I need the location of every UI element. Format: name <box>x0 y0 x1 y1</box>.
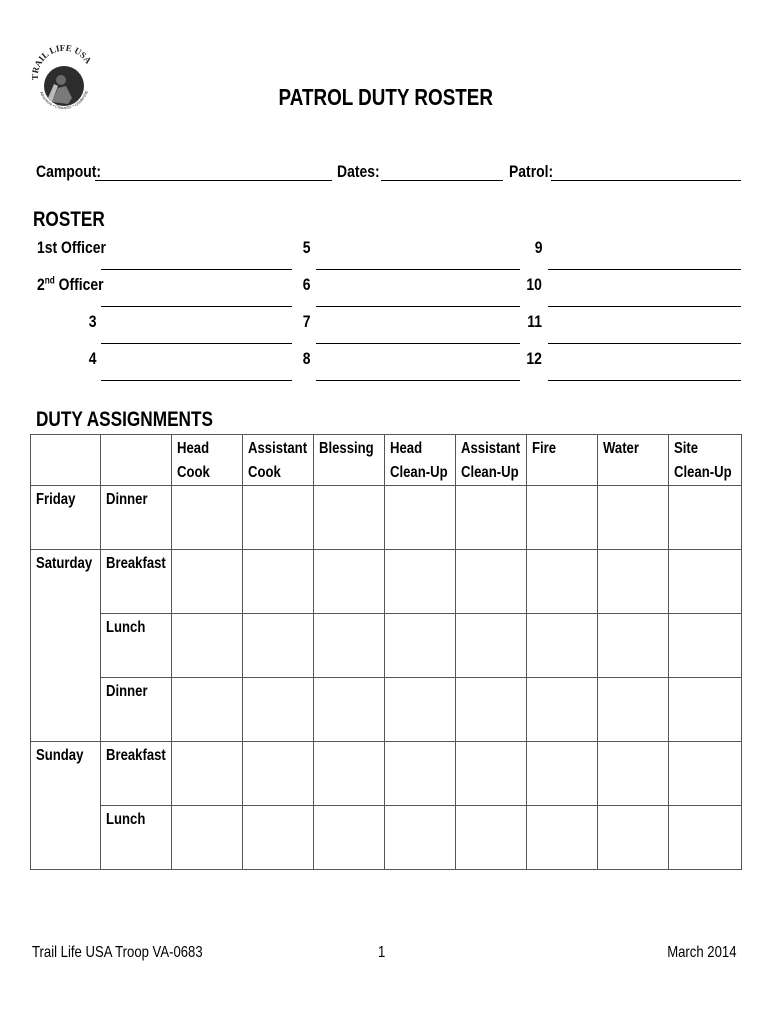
roster-field-3[interactable] <box>101 343 292 344</box>
meal-cell: Dinner <box>101 486 172 550</box>
assignment-cell[interactable] <box>243 550 314 614</box>
assignment-cell[interactable] <box>456 486 527 550</box>
assignment-cell[interactable] <box>527 742 598 806</box>
roster-field-12[interactable] <box>548 380 741 381</box>
roster-label-9: 9 <box>534 238 542 257</box>
patrol-label: Patrol: <box>509 162 554 181</box>
assignment-cell[interactable] <box>314 614 385 678</box>
day-cell: Friday <box>31 486 101 550</box>
table-header-row <box>31 435 742 486</box>
assignment-cell[interactable] <box>598 742 669 806</box>
assignment-cell[interactable] <box>527 550 598 614</box>
roster-field-5[interactable] <box>316 269 520 270</box>
header-assistant-clean-up: Assistant Clean-Up <box>456 435 527 486</box>
roster-label-4: 4 <box>88 349 96 368</box>
header-head-clean-up: Head Clean-Up <box>385 435 456 486</box>
campout-field[interactable] <box>95 180 332 181</box>
assignment-cell[interactable] <box>385 550 456 614</box>
assignment-cell[interactable] <box>456 614 527 678</box>
header-site-clean-up: Site Clean-Up <box>669 435 742 486</box>
assignment-cell[interactable] <box>385 806 456 870</box>
roster-field-10[interactable] <box>548 306 741 307</box>
page-title: PATROL DUTY ROSTER <box>278 84 494 110</box>
header-fire: Fire <box>527 435 598 486</box>
header-meal-cell <box>101 435 172 486</box>
patrol-field[interactable] <box>551 180 741 181</box>
day-cell: Sunday <box>31 742 101 870</box>
assignment-cell[interactable] <box>172 806 243 870</box>
assignment-cell[interactable] <box>669 550 742 614</box>
header-day-cell <box>31 435 101 486</box>
assignment-cell[interactable] <box>598 806 669 870</box>
table-row <box>31 550 742 614</box>
assignment-cell[interactable] <box>456 742 527 806</box>
assignment-cell[interactable] <box>314 550 385 614</box>
assignment-cell[interactable] <box>669 742 742 806</box>
header-blessing: Blessing <box>314 435 385 486</box>
roster-label-11: 11 <box>527 312 542 331</box>
roster-field-1[interactable] <box>101 269 292 270</box>
logo-motto: Adventure • Character • Leadership <box>39 89 89 111</box>
header-assistant-cook: Assistant Cook <box>243 435 314 486</box>
assignment-cell[interactable] <box>456 678 527 742</box>
footer-date: March 2014 <box>666 944 736 961</box>
roster-field-9[interactable] <box>548 269 741 270</box>
table-row <box>31 678 742 742</box>
day-cell: Saturday <box>31 550 101 742</box>
roster-field-8[interactable] <box>316 380 520 381</box>
assignment-cell[interactable] <box>243 486 314 550</box>
roster-field-4[interactable] <box>101 380 292 381</box>
assignment-cell[interactable] <box>669 486 742 550</box>
assignment-cell[interactable] <box>314 486 385 550</box>
roster-label-6: 6 <box>302 275 310 294</box>
dates-label: Dates: <box>337 162 380 181</box>
assignment-cell[interactable] <box>172 486 243 550</box>
table-row <box>31 742 742 806</box>
assignment-cell[interactable] <box>172 614 243 678</box>
page-number: 1 <box>378 944 386 961</box>
meal-cell: Lunch <box>101 806 172 870</box>
table-row <box>31 486 742 550</box>
roster-label-10: 10 <box>526 275 542 294</box>
roster-field-7[interactable] <box>316 343 520 344</box>
roster-heading: ROSTER <box>33 208 105 231</box>
duty-assignments-heading: DUTY ASSIGNMENTS <box>36 408 214 431</box>
header-head-cook: Head Cook <box>172 435 243 486</box>
header-water: Water <box>598 435 669 486</box>
roster-label-7: 7 <box>302 312 310 331</box>
assignment-cell[interactable] <box>598 614 669 678</box>
meal-cell: Breakfast <box>101 550 172 614</box>
roster-label-5: 5 <box>302 238 310 257</box>
roster-field-11[interactable] <box>548 343 741 344</box>
logo-text: TRAIL LIFE USA <box>29 42 94 81</box>
assignment-cell[interactable] <box>669 678 742 742</box>
assignment-cell[interactable] <box>172 678 243 742</box>
assignment-cell[interactable] <box>598 678 669 742</box>
assignment-cell[interactable] <box>385 678 456 742</box>
assignment-cell[interactable] <box>456 550 527 614</box>
roster-label-12: 12 <box>526 349 542 368</box>
assignment-cell[interactable] <box>527 614 598 678</box>
assignment-cell[interactable] <box>314 806 385 870</box>
assignment-cell[interactable] <box>527 678 598 742</box>
meal-cell: Lunch <box>101 614 172 678</box>
roster-label-3: 3 <box>88 312 96 331</box>
roster-label-1: 1st Officer <box>37 238 106 257</box>
assignment-cell[interactable] <box>243 614 314 678</box>
assignment-cell[interactable] <box>669 614 742 678</box>
dates-field[interactable] <box>381 180 503 181</box>
campout-label: Campout: <box>36 162 102 181</box>
assignment-cell[interactable] <box>243 742 314 806</box>
roster-field-6[interactable] <box>316 306 520 307</box>
assignment-cell[interactable] <box>385 742 456 806</box>
meal-cell: Dinner <box>101 678 172 742</box>
assignment-cell[interactable] <box>527 486 598 550</box>
duty-assignments-table <box>30 434 742 870</box>
assignment-cell[interactable] <box>669 806 742 870</box>
assignment-cell[interactable] <box>243 678 314 742</box>
table-row <box>31 806 742 870</box>
assignment-cell[interactable] <box>172 742 243 806</box>
table-row <box>31 614 742 678</box>
assignment-cell[interactable] <box>598 550 669 614</box>
assignment-cell[interactable] <box>314 742 385 806</box>
footer-troop: Trail Life USA Troop VA-0683 <box>32 944 203 961</box>
assignment-cell[interactable] <box>172 550 243 614</box>
assignment-cell[interactable] <box>527 806 598 870</box>
assignment-cell[interactable] <box>385 486 456 550</box>
meal-cell: Breakfast <box>101 742 172 806</box>
roster-label-8: 8 <box>302 349 310 368</box>
roster-field-2[interactable] <box>101 306 292 307</box>
assignment-cell[interactable] <box>598 486 669 550</box>
assignment-cell[interactable] <box>243 806 314 870</box>
assignment-cell[interactable] <box>456 806 527 870</box>
assignment-cell[interactable] <box>385 614 456 678</box>
roster-label-2: 2nd Officer <box>37 275 104 294</box>
assignment-cell[interactable] <box>314 678 385 742</box>
trail-life-usa-logo <box>28 40 98 122</box>
